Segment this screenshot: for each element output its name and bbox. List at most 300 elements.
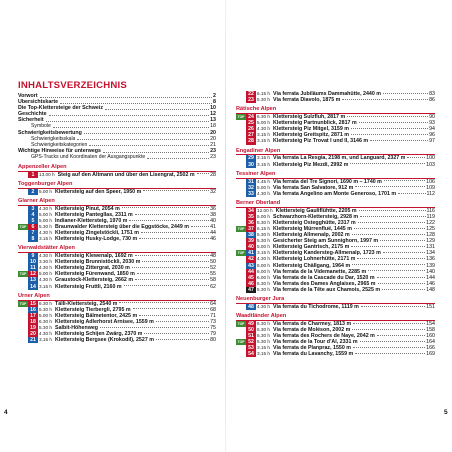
route-number: 15 — [28, 301, 38, 307]
region-heading: Engadiner Alpen — [236, 148, 435, 156]
route-duration: 5.00 h — [39, 211, 53, 217]
dot-leader — [156, 321, 209, 322]
route-page: 94 — [429, 126, 435, 133]
route-duration: 4.30 h — [39, 277, 53, 283]
route-page: 158 — [426, 326, 435, 333]
route-duration: 5.00 h — [257, 184, 271, 190]
route-number: 2 — [28, 189, 38, 195]
route-number: 47 — [246, 287, 256, 293]
route-number: 43 — [246, 263, 256, 269]
dot-leader — [46, 121, 209, 122]
route-title: Tälli-Klettersteig, 2540 m — [55, 300, 118, 307]
dot-leader — [147, 158, 209, 159]
top-badge: TOP — [237, 340, 245, 345]
route-page: 164 — [426, 339, 435, 346]
route-number: 49 — [246, 321, 256, 327]
page-number-left: 4 — [4, 409, 8, 416]
route-duration: 4.30 h — [257, 126, 271, 132]
route-title: Klettersteig Husky-Lodge, 730 m — [55, 236, 138, 243]
route-page: 106 — [426, 178, 435, 185]
route-page: 48 — [210, 253, 216, 260]
dot-leader — [129, 220, 209, 221]
route-page: 112 — [426, 190, 435, 197]
route-duration: 5.00 h — [39, 188, 53, 194]
route-page: 86 — [429, 97, 435, 104]
route-number: 41 — [246, 250, 256, 256]
route-number: 17 — [28, 313, 38, 319]
dot-leader — [89, 145, 209, 146]
route-duration: 6.00 h — [257, 274, 271, 280]
dot-leader — [40, 97, 212, 98]
dot-leader — [352, 329, 425, 330]
route-number: 51 — [246, 333, 256, 339]
region-heading: Vierwaldstätter Alpen — [18, 245, 216, 253]
dot-leader — [359, 210, 426, 211]
dot-leader — [359, 122, 428, 123]
route-page: 116 — [426, 207, 435, 214]
dot-leader — [139, 315, 209, 316]
route-duration: 5.00 h — [39, 217, 53, 223]
route-duration: 5.00 h — [257, 213, 271, 219]
route-title: Klettersteig Piz Mitgel, 3159 m — [273, 126, 349, 133]
route-title: Via ferrata Diavolo, 1875 m — [273, 97, 341, 104]
route-title: Klettersteig Fruttli, 2160 m — [55, 283, 122, 290]
route-page: 46 — [210, 236, 216, 243]
route-entry — [18, 236, 216, 242]
route-entry — [236, 162, 435, 168]
route-duration: 5.00 h — [257, 244, 271, 250]
route-number: 30 — [246, 162, 256, 168]
route-duration: 4.30 h — [257, 303, 271, 309]
dot-leader — [355, 186, 425, 187]
top-badge: TOP — [237, 251, 245, 256]
route-page: 93 — [429, 120, 435, 127]
route-title: Klettersteig Lohnerhütte, 2171 m — [273, 256, 356, 263]
region-heading: Rätische Alpen — [236, 106, 435, 114]
route-title: Klettersteig Gauliflühtte, 2205 m — [275, 207, 357, 214]
route-page: 169 — [426, 351, 435, 358]
route-number: 54 — [246, 351, 256, 357]
dot-leader — [197, 173, 209, 174]
route-title: Klettersteig Bälmetentor, 2425 m — [55, 312, 138, 319]
dot-leader — [133, 308, 209, 309]
route-title: Salbit-Höhenweg — [55, 324, 99, 331]
dot-leader — [357, 258, 425, 259]
route-page: 136 — [426, 256, 435, 263]
route-page: 40 — [210, 217, 216, 224]
route-page: 125 — [426, 225, 435, 232]
route-title: Via ferrata de Moléson, 2002 m — [273, 326, 351, 333]
route-duration: 6.30 h — [39, 318, 53, 324]
route-duration: 4.30 h — [39, 205, 53, 211]
dot-leader — [360, 341, 426, 342]
dot-leader — [368, 270, 425, 271]
route-duration: 3.15 h — [257, 138, 271, 144]
toc-title: GPS-Tracks und Koordinaten der Ausgangspunkte — [31, 153, 146, 160]
route-duration: 5.30 h — [257, 219, 271, 225]
route-page: 146 — [426, 280, 435, 287]
route-page: 109 — [426, 184, 435, 191]
route-entry — [18, 337, 216, 343]
general-toc — [18, 93, 216, 160]
route-title: Klettersteig Klewenalp, 1692 m — [55, 253, 133, 260]
toc-title: Sicherheit — [18, 117, 44, 124]
dot-leader — [135, 279, 209, 280]
route-duration: 5.30 h — [39, 306, 53, 312]
dot-leader — [353, 323, 425, 324]
top-badge: TOP — [237, 115, 245, 120]
route-entry — [236, 138, 435, 144]
route-number: 5 — [28, 218, 38, 224]
route-page: 97 — [429, 138, 435, 145]
route-number: 32 — [246, 185, 256, 191]
region-heading: Tessiner Alpen — [236, 171, 435, 179]
route-title: Via ferrata Jubiläums Dammahütte, 2440 m — [273, 91, 381, 97]
route-title: Klettersteig Chällgang, 1964 m — [273, 262, 351, 269]
route-duration: 3.15 h — [257, 345, 271, 351]
route-page: 68 — [210, 306, 216, 313]
left-column — [18, 79, 216, 343]
route-entry — [236, 191, 435, 197]
route-number: 34 — [246, 208, 256, 214]
route-page: 148 — [426, 286, 435, 293]
route-number: 19 — [28, 325, 38, 331]
route-duration: 6.15 h — [257, 225, 271, 231]
route-duration: 3.15 h — [39, 283, 53, 289]
right-column — [236, 91, 435, 357]
route-title: Via ferrata du Tichodrome, 1119 m — [273, 303, 359, 310]
route-title: Via ferrata de Planpraz, 1550 m — [273, 345, 351, 352]
route-number: 13 — [28, 277, 38, 283]
route-number: 50 — [246, 327, 256, 333]
dot-leader — [398, 193, 425, 194]
route-page: 140 — [426, 268, 435, 275]
route-number: 24 — [246, 114, 256, 120]
route-duration: 5.30 h — [257, 232, 271, 238]
toc-page: 12 — [210, 111, 216, 118]
route-duration: 5.00 h — [39, 271, 53, 277]
route-number: 29 — [246, 155, 256, 161]
route-duration: 4.30 h — [39, 330, 53, 336]
dot-leader — [122, 207, 209, 208]
toc-title: Schwierigkeitsskala — [31, 135, 76, 142]
continued-entries — [236, 91, 435, 103]
route-title: Via ferrata de Charmey, 1813 m — [273, 320, 352, 327]
toc-page: 20 — [210, 129, 216, 136]
dot-leader — [100, 327, 209, 328]
dot-leader — [135, 214, 209, 215]
route-duration: 3.15 h — [39, 236, 53, 242]
toc-title: Die Top-Klettersteige der Schweiz — [18, 105, 103, 112]
route-duration: 6.00 h — [257, 268, 271, 274]
dot-leader — [143, 190, 209, 191]
route-title: Via ferrata de la Videmanette, 2285 m — [273, 268, 367, 275]
route-title: Via ferrata du Lavanchy, 1559 m — [273, 351, 354, 358]
route-page: 71 — [210, 312, 216, 319]
route-duration: 6.30 h — [257, 280, 271, 286]
left-region-list — [18, 164, 216, 343]
dot-leader — [383, 252, 425, 253]
route-title: Via ferrata San Salvatore, 912 m — [273, 184, 354, 191]
dot-leader — [351, 246, 425, 247]
route-page: 144 — [426, 274, 435, 281]
dot-leader — [382, 289, 425, 290]
route-title: Klettersteig Kandersteg-Allmenalp, 1723 m — [273, 250, 381, 257]
route-page: 160 — [426, 333, 435, 340]
dot-leader — [354, 228, 425, 229]
toc-page: 23 — [210, 153, 216, 160]
route-duration: 6.30 h — [257, 114, 271, 120]
route-number: 52 — [246, 339, 256, 345]
route-duration: 4.30 h — [39, 265, 53, 271]
route-title: Klettersteig Gantrisch, 2175 m — [273, 244, 350, 251]
route-page: 154 — [426, 320, 435, 327]
route-duration: 5.30 h — [257, 97, 271, 103]
region-heading: Appenzeller Alpen — [18, 164, 216, 172]
route-title: Via ferrata des Rochers de Naye, 2042 m — [273, 333, 375, 340]
region-heading: Waadtländer Alpen — [236, 313, 435, 321]
route-number: 18 — [28, 319, 38, 325]
route-page: 139 — [426, 262, 435, 269]
dot-leader — [377, 277, 426, 278]
route-title: Via ferrata de la Tête aux Chamois, 2525 m — [273, 286, 381, 293]
route-duration: 5.00 h — [257, 262, 271, 268]
toc-page: 8 — [213, 99, 216, 106]
toc-page: 20 — [210, 135, 216, 142]
route-title: Klettersteig Ostegghütte, 2317 m — [273, 219, 356, 226]
route-number: 6 — [28, 224, 38, 230]
route-page: 166 — [426, 345, 435, 352]
toc-page: 21 — [210, 141, 216, 148]
route-title: Klettersteig Bergsee (Krokodil), 2527 m — [55, 337, 154, 344]
top-badge: TOP — [19, 272, 27, 277]
dot-leader — [137, 273, 209, 274]
route-page: 119 — [426, 213, 435, 220]
route-duration: 3.15 h — [257, 132, 271, 138]
dot-leader — [361, 306, 425, 307]
dot-leader — [53, 127, 209, 128]
dot-leader — [350, 163, 425, 164]
route-entry — [18, 189, 216, 195]
dot-leader — [358, 222, 425, 223]
route-number: 20 — [28, 331, 38, 337]
route-page: 64 — [210, 300, 216, 307]
dot-leader — [355, 353, 425, 354]
route-title: Klettersteig Allmenalp, 2002 m — [273, 232, 350, 239]
toc-title: Übersichtskarte — [18, 99, 59, 106]
dot-leader — [380, 240, 425, 241]
route-entry — [236, 97, 435, 103]
route-entry — [18, 172, 216, 178]
route-title: Gesicherter Steig am Sunnighorn, 1997 m — [273, 238, 379, 245]
top-badge: TOP — [19, 224, 27, 229]
route-page: 134 — [426, 250, 435, 257]
route-entry — [236, 304, 435, 310]
route-title: Klettersteig Fürenwand, 1850 m — [55, 271, 135, 278]
route-duration: 5.30 h — [257, 333, 271, 339]
route-page: 28 — [210, 171, 216, 178]
route-page: 52 — [210, 265, 216, 272]
dot-leader — [383, 93, 428, 94]
region-heading: Toggenburger Alpen — [18, 181, 216, 189]
toc-page: 13 — [210, 117, 216, 124]
route-number: 53 — [246, 345, 256, 351]
dot-leader — [142, 261, 209, 262]
toc-title: Geschichte — [18, 111, 47, 118]
route-title: Klettersteig Sulzfluh, 2817 m — [273, 114, 346, 121]
route-title: Via ferrata del Tre Signori, 1690 m – 1740 m — [273, 178, 382, 185]
dot-leader — [407, 157, 425, 158]
route-duration: 5.30 h — [39, 223, 53, 229]
route-page: 129 — [426, 238, 435, 245]
right-page — [226, 0, 452, 452]
route-number: 31 — [246, 179, 256, 185]
route-number: 48 — [246, 304, 256, 310]
route-title: Klettersteig Greitspitz, 2871 m — [273, 132, 349, 139]
route-number: 42 — [246, 256, 256, 262]
route-page: 151 — [426, 303, 435, 310]
dot-leader — [49, 115, 210, 116]
route-page: 128 — [426, 232, 435, 239]
route-duration: 3.30 h — [39, 259, 53, 265]
route-number: 10 — [28, 259, 38, 265]
route-duration: 3.15 h — [257, 250, 271, 256]
route-title: Via ferrata La Resgia, 2198 m, und Languard, 2327 m — [273, 155, 406, 162]
route-number: 44 — [246, 269, 256, 275]
route-number: 12 — [28, 271, 38, 277]
route-title: Via ferrata de la Cascade du Dar, 1520 m — [273, 274, 375, 281]
route-title: Klettersteig Tierbergli, 2795 m — [55, 306, 131, 313]
route-number: 45 — [246, 275, 256, 281]
route-title: Klettersteig Pinut, 2054 m — [55, 205, 120, 212]
route-number: 33 — [246, 191, 256, 197]
route-number: 37 — [246, 226, 256, 232]
right-region-list — [236, 106, 435, 357]
route-duration: 3.15 h — [257, 155, 271, 161]
route-page: 131 — [426, 244, 435, 251]
route-title: Klettersteig Pantegllas, 2311 m — [55, 211, 133, 218]
route-duration: 5.30 h — [257, 339, 271, 345]
dot-leader — [352, 264, 425, 265]
dot-leader — [377, 335, 425, 336]
toc-title: Schwierigkeitsbewertung — [18, 129, 82, 136]
dot-leader — [132, 267, 209, 268]
route-duration: 4.30 h — [39, 229, 53, 235]
route-title: Klettersteig Zingelstöckli, 1751 m — [55, 229, 139, 236]
route-number: 36 — [246, 220, 256, 226]
route-title: Klettersteig Mürrenfluë, 1445 m — [273, 225, 352, 232]
toc-title: Wichtige Hinweise für unterwegs — [18, 147, 101, 154]
route-title: Via ferrata de la Tour d’Aï, 2331 m — [273, 339, 358, 346]
toc-page: 18 — [210, 123, 216, 130]
region-heading: Neuenburger Jura — [236, 296, 435, 304]
route-title: Steig auf den Altmann und über den Lisengrat, 2502 m — [57, 171, 195, 178]
route-number: 25 — [246, 120, 256, 126]
route-title: Klettersteig Partnunblick, 2817 m — [273, 120, 357, 127]
toc-title: Schwierigkeitskategorien — [31, 141, 88, 148]
dot-leader — [191, 226, 209, 227]
route-title: Via ferrata Angelino am Monte Generoso, 1701 m — [273, 190, 397, 197]
dot-leader — [353, 347, 425, 348]
dot-leader — [342, 99, 428, 100]
route-duration: 6.30 h — [257, 320, 271, 326]
route-duration: 4.30 h — [39, 253, 53, 259]
dot-leader — [144, 333, 209, 334]
route-number: 46 — [246, 281, 256, 287]
route-title: Klettersteig Brunnistöckli, 2030 m — [55, 259, 141, 266]
route-number: 35 — [246, 214, 256, 220]
route-duration: 6.30 h — [39, 300, 53, 306]
dot-leader — [119, 302, 209, 303]
route-number: 21 — [28, 337, 38, 343]
dot-leader — [103, 152, 209, 153]
route-duration: 3.15 h — [39, 337, 53, 343]
route-duration: 5.00 h — [39, 312, 53, 318]
route-page: 103 — [426, 161, 435, 168]
route-number: 3 — [28, 206, 38, 212]
route-number: 23 — [246, 97, 256, 103]
route-duration: 4.30 h — [257, 190, 271, 196]
toc-title: Vorwort — [18, 93, 38, 99]
route-number: 22 — [246, 91, 256, 97]
region-heading: Urner Alpen — [18, 293, 216, 301]
route-page: 96 — [429, 132, 435, 139]
route-page: 100 — [426, 155, 435, 162]
route-duration: 13.00 h — [39, 171, 55, 177]
route-duration: 5.30 h — [257, 286, 271, 292]
route-number: 1 — [28, 172, 38, 178]
dot-leader — [347, 116, 428, 117]
region-heading: Berner Oberland — [236, 200, 435, 208]
route-page: 38 — [210, 211, 216, 218]
dot-leader — [60, 103, 212, 104]
route-title: Klettersteig Adlerhorst Arnisee, 1559 m — [55, 318, 154, 325]
route-page: 55 — [210, 271, 216, 278]
dot-leader — [84, 133, 209, 134]
dot-leader — [105, 109, 209, 110]
route-number: 11 — [28, 265, 38, 271]
route-title: Graustock-Klettersteig, 2662 m — [55, 277, 134, 284]
page-number-right: 5 — [444, 409, 448, 416]
route-title: Klettersteig Zittergrat, 2030 m — [55, 265, 130, 272]
dot-leader — [360, 216, 425, 217]
route-entry — [18, 284, 216, 290]
route-page: 32 — [210, 188, 216, 195]
route-page: 90 — [429, 114, 435, 121]
dot-leader — [384, 180, 425, 181]
route-page: 122 — [426, 219, 435, 226]
route-number: 4 — [28, 212, 38, 218]
route-entry — [236, 287, 435, 293]
route-duration: 3.15 h — [257, 161, 271, 167]
route-page: 44 — [210, 229, 216, 236]
route-title: Klettersteig Schijen Zwärg, 2370 m — [55, 330, 143, 337]
dot-leader — [141, 232, 209, 233]
route-number: 28 — [246, 138, 256, 144]
route-page: 50 — [210, 259, 216, 266]
route-number: 8 — [28, 236, 38, 242]
dot-leader — [378, 283, 426, 284]
top-badge: TOP — [237, 226, 245, 231]
route-page: 73 — [210, 318, 216, 325]
route-duration: 12.00 h — [257, 207, 273, 213]
route-duration: 4.45 h — [257, 178, 271, 184]
toc-title: Symbole — [31, 123, 51, 130]
route-title: Indianer-Klettersteig, 1970 m — [55, 217, 128, 224]
route-entry — [236, 351, 435, 357]
top-badge: TOP — [19, 301, 27, 306]
dot-leader — [124, 285, 210, 286]
